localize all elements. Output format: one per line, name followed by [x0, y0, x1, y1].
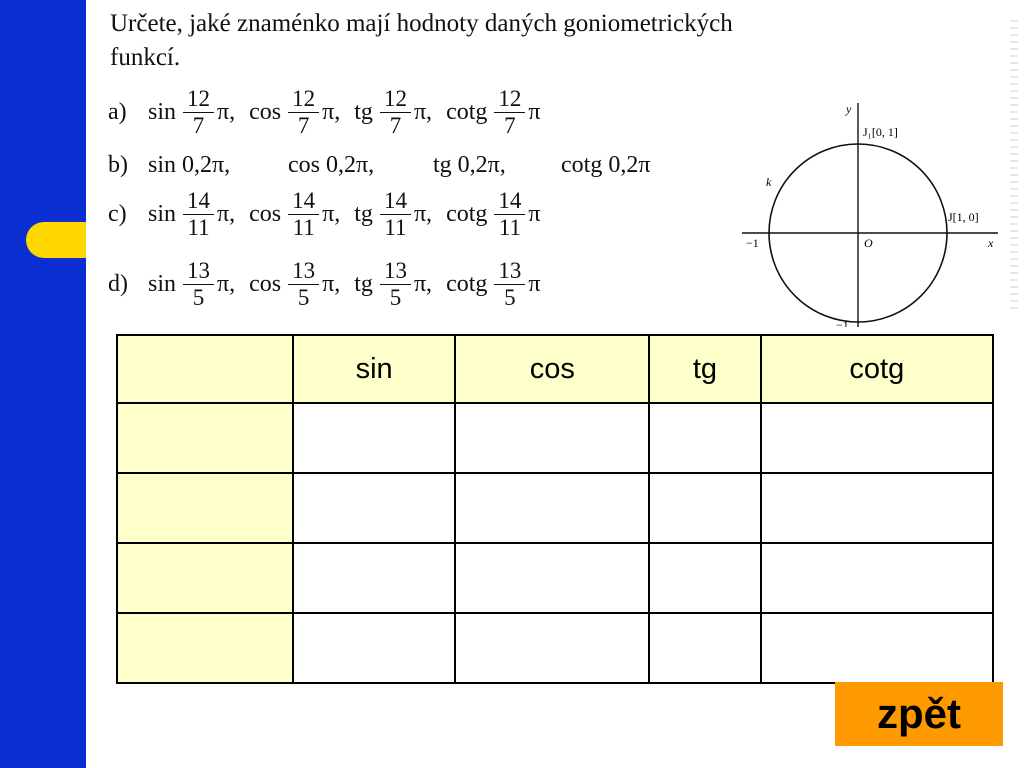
- answer-cell[interactable]: [649, 473, 760, 543]
- y-axis-label: y: [846, 102, 852, 116]
- answer-cell[interactable]: [649, 613, 760, 683]
- table-row: [117, 613, 993, 683]
- task-row-b: [108, 152, 650, 179]
- row-header-cell: [117, 403, 293, 473]
- task-title-line1: Určete, jaké znaménko mají hodnoty daných goniometrických: [110, 10, 733, 37]
- row-label: c): [108, 201, 127, 227]
- answer-cell[interactable]: [455, 543, 649, 613]
- table-row: [117, 403, 993, 473]
- math-term: cotg $\frac{12}{7}$ π: [446, 86, 541, 138]
- math-term: cos $\frac{14}{11}$ π,: [249, 188, 341, 240]
- row-header-cell: [117, 543, 293, 613]
- scan-edge-noise: [1010, 20, 1018, 310]
- answer-cell[interactable]: [761, 403, 993, 473]
- task-title: [110, 6, 990, 76]
- math-term: tg $\frac{12}{7}$ π,: [354, 86, 433, 138]
- table-corner-cell: [117, 335, 293, 403]
- minus-one-x-label: −1: [746, 236, 759, 250]
- math-term: cotg $\frac{14}{11}$ π: [446, 188, 541, 240]
- column-header-sin: sin: [293, 335, 455, 403]
- math-term: sin $\frac{13}{5}$ π,: [148, 258, 236, 310]
- row-header-cell: [117, 473, 293, 543]
- column-header-cos: cos: [455, 335, 649, 403]
- answer-cell[interactable]: [649, 403, 760, 473]
- task-row-d: [108, 258, 555, 311]
- answer-cell[interactable]: [649, 543, 760, 613]
- math-term: tg $\frac{13}{5}$ π,: [354, 258, 433, 310]
- math-term: sin 0,2π,: [148, 152, 231, 178]
- j1-point-label: J₁[0, 1]: [863, 125, 898, 139]
- row-label: b): [108, 152, 128, 178]
- row-label: d): [108, 271, 128, 297]
- math-term: cos $\frac{13}{5}$ π,: [249, 258, 341, 310]
- row-label: a): [108, 99, 127, 125]
- origin-label: O: [864, 236, 873, 250]
- column-header-cotg: cotg: [761, 335, 993, 403]
- j-point-label: J[1, 0]: [948, 210, 979, 224]
- table-row: [117, 543, 993, 613]
- answer-cell[interactable]: [293, 543, 455, 613]
- task-row-c: [108, 188, 555, 241]
- answer-table: [116, 334, 994, 684]
- answer-cell[interactable]: [455, 473, 649, 543]
- answer-cell[interactable]: [455, 403, 649, 473]
- answer-cell[interactable]: [293, 403, 455, 473]
- x-axis-label: x: [988, 236, 994, 250]
- math-term: sin $\frac{14}{11}$ π,: [148, 188, 236, 240]
- task-image: [86, 0, 1024, 332]
- k-label: k: [766, 175, 772, 189]
- math-term: cos 0,2π,: [288, 152, 375, 178]
- math-term: cotg $\frac{13}{5}$ π: [446, 258, 541, 310]
- task-row-a: [108, 86, 555, 139]
- row-header-cell: [117, 613, 293, 683]
- math-term: sin $\frac{12}{7}$ π,: [148, 86, 236, 138]
- answer-cell[interactable]: [761, 543, 993, 613]
- table-row: [117, 473, 993, 543]
- math-term: tg 0,2π,: [433, 152, 506, 178]
- back-button[interactable]: zpět: [835, 682, 1003, 746]
- answer-cell[interactable]: [761, 613, 993, 683]
- math-term: tg $\frac{14}{11}$ π,: [354, 188, 433, 240]
- left-sidebar-bar: [0, 0, 86, 768]
- minus-one-y-label: −1: [836, 318, 849, 332]
- table-header-row: [117, 335, 993, 403]
- unit-circle-diagram: [736, 95, 1006, 332]
- column-header-tg: tg: [649, 335, 760, 403]
- task-title-line2: funkcí.: [110, 44, 181, 71]
- answer-cell[interactable]: [293, 473, 455, 543]
- answer-cell[interactable]: [761, 473, 993, 543]
- answer-cell[interactable]: [293, 613, 455, 683]
- math-term: cotg 0,2π: [561, 152, 651, 178]
- math-term: cos $\frac{12}{7}$ π,: [249, 86, 341, 138]
- answer-cell[interactable]: [455, 613, 649, 683]
- sidebar-tab: [26, 222, 86, 258]
